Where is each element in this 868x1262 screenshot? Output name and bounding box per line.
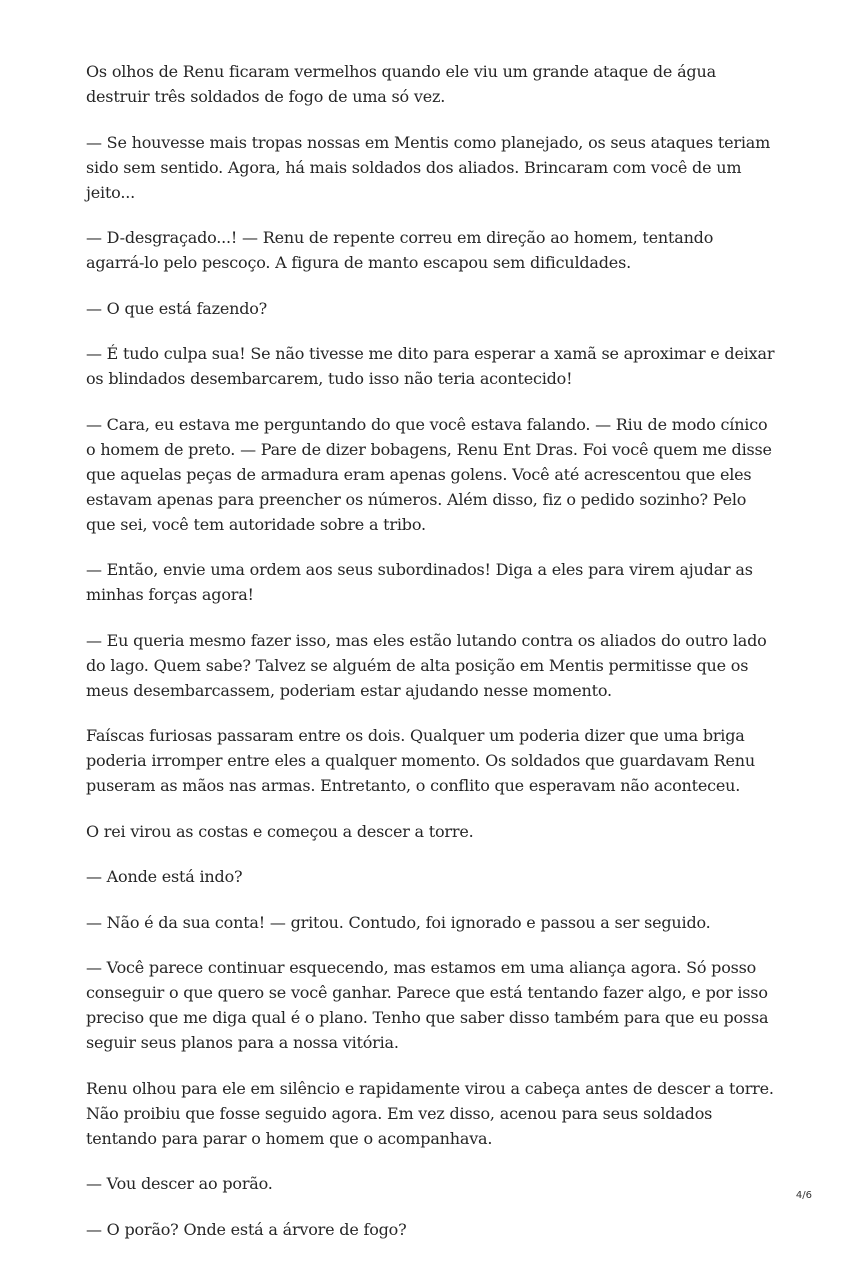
page-number: 4/6 [795, 1190, 812, 1201]
paragraph: — Eu queria mesmo fazer isso, mas eles estão lutando contra os aliados do outro lado do lago. Quem sabe? Talvez se alguém de alta posição em Mentis permitisse que os meus desembarcassem, poderiam estar ajudando nesse momento. [86, 630, 767, 700]
paragraph: — Vou descer ao porão. [86, 1174, 273, 1193]
paragraph: Os olhos de Renu ficaram vermelhos quando ele viu um grande ataque de água destruir três soldados de fogo de uma só vez. [86, 62, 716, 106]
paragraph: Renu olhou para ele em silêncio e rapidamente virou a cabeça antes de descer a torre. Não proibiu que fosse seguido agora. Em vez disso, acenou para seus soldados tentando para parar o homem que o acompanhava. [86, 1078, 774, 1148]
paragraph: Faíscas furiosas passaram entre os dois. Qualquer um poderia dizer que uma briga poderia irromper entre eles a qualquer momento. Os soldados que guardavam Renu puseram as mãos nas armas. Entretanto, o conflito que esperavam não aconteceu. [86, 726, 755, 795]
document-page [86, 59, 776, 1262]
paragraph: — Não é da sua conta! — gritou. Contudo, foi ignorado e passou a ser seguido. [86, 912, 711, 932]
paragraph: O rei virou as costas e começou a descer a torre. [86, 821, 474, 841]
paragraph: — Você parece continuar esquecendo, mas estamos em uma aliança agora. Só posso conseguir o que quero se você ganhar. Parece que está tentando fazer algo, e por isso preciso que me diga qual é o plano. Tenho que saber disso também para que eu possa seguir seus planos para a nossa vitória. [86, 958, 769, 1052]
paragraph: — Então, envie uma ordem aos seus subordinados! Diga a eles para virem ajudar as minhas forças agora! [86, 560, 753, 604]
paragraph: — Se houvesse mais tropas nossas em Mentis como planejado, os seus ataques teriam sido sem sentido. Agora, há mais soldados dos aliados. Brincaram com você de um jeito... [86, 132, 771, 202]
paragraph: — O que está fazendo? [86, 298, 268, 318]
paragraph: — D-desgraçado...! — Renu de repente correu em direção ao homem, tentando agarrá-lo pelo pescoço. A figura de manto escapou sem dificuldades. [86, 228, 714, 272]
paragraph: — Aonde está indo? [86, 867, 243, 886]
paragraph: — O porão? Onde está a árvore de fogo? [86, 1219, 407, 1239]
paragraph: — É tudo culpa sua! Se não tivesse me dito para esperar a xamã se aproximar e deixar os blindados desembarcarem, tudo isso não teria acontecido! [86, 344, 775, 388]
paragraph: — Cara, eu estava me perguntando do que você estava falando. — Riu de modo cínico o homem de preto. — Pare de dizer bobagens, Renu Ent Dras. Foi você quem me disse que aquelas peças de armadura eram apenas golens. Você até acrescentou que eles estavam apenas para preencher os números. Além disso, fiz o pedido sozinho? Pelo que sei, você tem autoridade sobre a tribo. [86, 414, 772, 534]
